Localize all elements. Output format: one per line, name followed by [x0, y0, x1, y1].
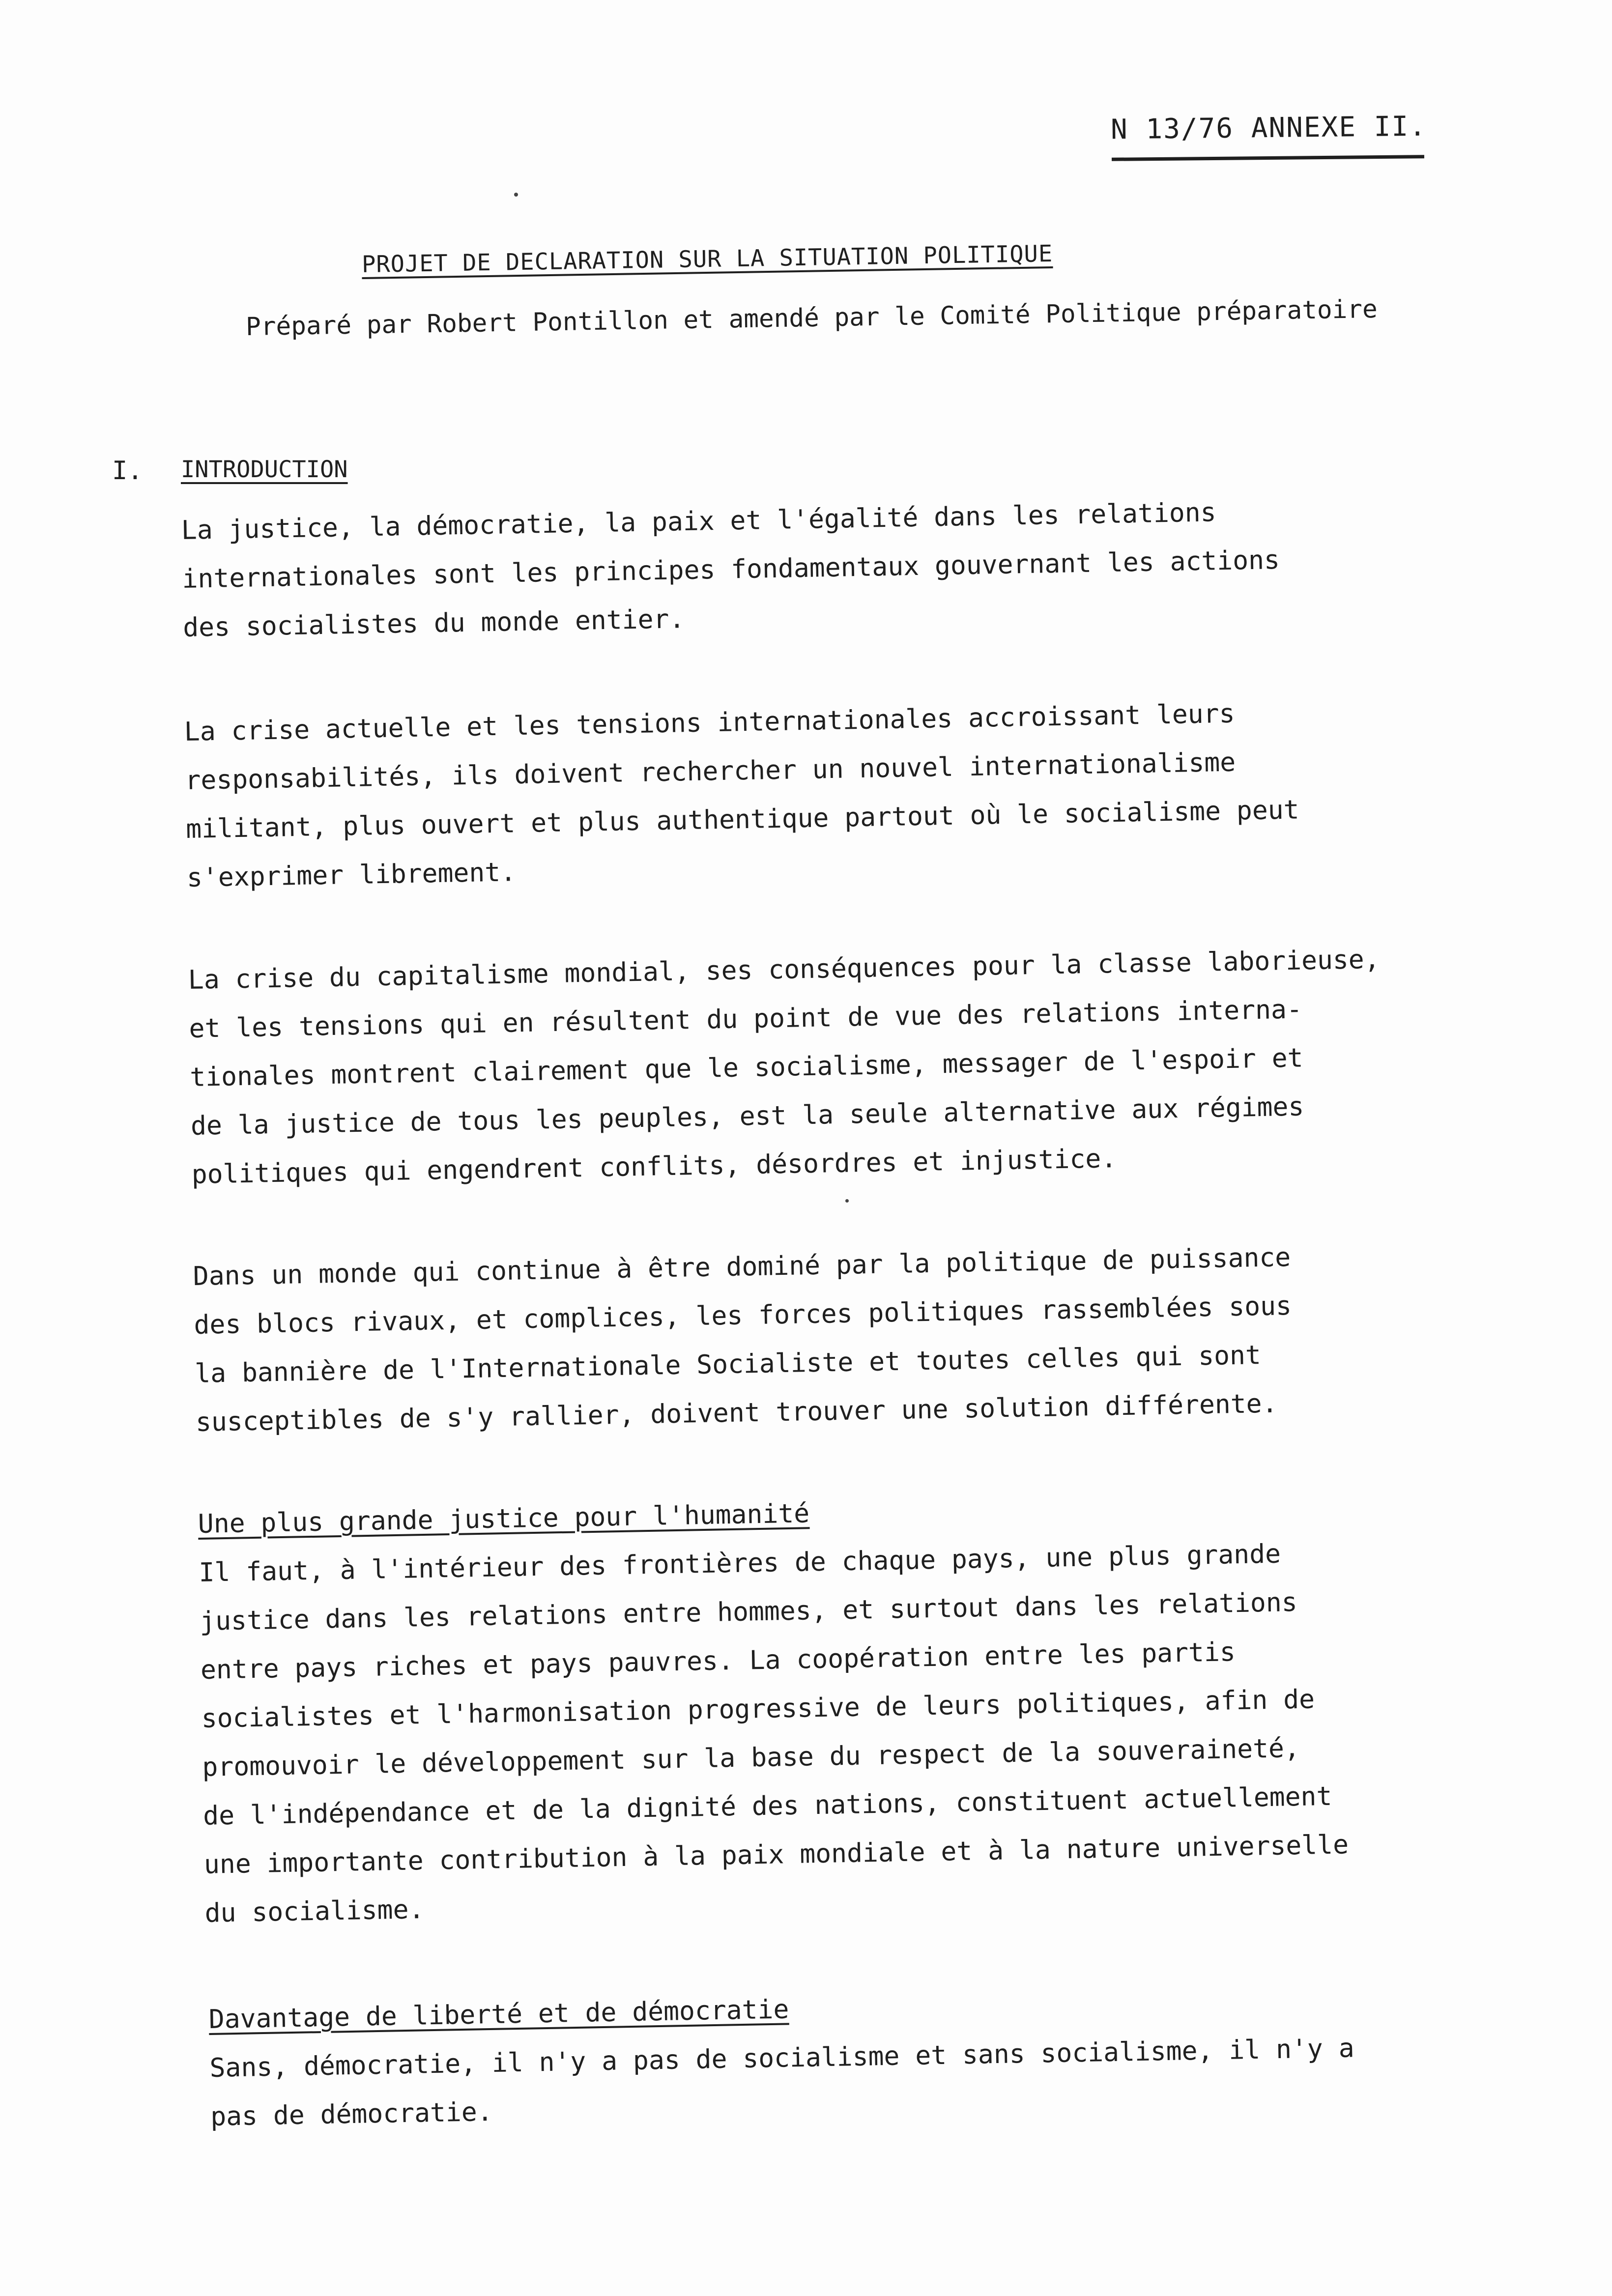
paragraph-line: des socialistes du monde entier. — [182, 604, 685, 643]
document-title: PROJET DE DECLARATION SUR LA SITUATION POLITIQUE — [361, 240, 1053, 279]
paragraph-5 — [198, 1480, 1350, 1938]
paragraph-line: socialistes et l'harmonisation progressive de leurs politiques, afin de — [201, 1684, 1315, 1734]
paragraph-line: de la justice de tous les peuples, est la seule alternative aux régimes — [190, 1091, 1304, 1141]
paragraph-line: des blocs rivaux, et complices, les forces politiques rassemblées sous — [194, 1291, 1292, 1340]
paragraph-2 — [184, 688, 1300, 902]
paragraph-line: La justice, la démocratie, la paix et l'égalité dans les relations — [181, 497, 1217, 545]
paragraph-1 — [181, 487, 1281, 652]
document-reference: N 13/76 ANNEXE II. — [1110, 110, 1427, 146]
ink-speck — [514, 193, 518, 197]
paragraph-line: Il faut, à l'intérieur des frontières de chaque pays, une plus grande — [199, 1539, 1281, 1588]
paragraph-line: susceptibles de s'y rallier, doivent trouver une solution différente. — [195, 1388, 1278, 1437]
ink-speck — [845, 1199, 849, 1203]
paragraph-line: La crise actuelle et les tensions internationales accroissant leurs — [184, 698, 1235, 747]
paragraph-line: pas de démocratie. — [210, 2096, 493, 2132]
paragraph-line: entre pays riches et pays pauvres. La coopération entre les partis — [200, 1637, 1236, 1685]
paragraph-line: justice dans les relations entre hommes, et surtout dans les relations — [199, 1587, 1298, 1636]
subsection-heading-liberte: Davantage de liberté et de démocratie — [208, 1994, 789, 2035]
paragraph-line: internationales sont les principes fondamentaux gouvernant les actions — [182, 545, 1280, 594]
paragraph-line: la bannière de l'Internationale Socialiste et toutes celles qui sont — [194, 1340, 1262, 1389]
paragraph-6 — [208, 1975, 1355, 2141]
document-subtitle: Préparé par Robert Pontillon et amendé par le Comité Politique préparatoire — [245, 294, 1378, 342]
paragraph-line: et les tensions qui en résultent du point de vue des relations interna- — [189, 994, 1303, 1044]
paragraph-line: de l'indépendance et de la dignité des nations, constituent actuellement — [202, 1781, 1332, 1831]
paragraph-line: du socialisme. — [204, 1894, 425, 1928]
reference-underline — [1112, 155, 1424, 161]
paragraph-4 — [193, 1233, 1294, 1447]
paragraph-line: militant, plus ouvert et plus authentique partout où le socialisme peut — [185, 795, 1300, 844]
paragraph-line: politiques qui engendrent conflits, désordres et injustice. — [191, 1144, 1117, 1190]
section-number: I. — [112, 456, 143, 486]
paragraph-line: responsabilités, ils doivent rechercher un nouvel internationalisme — [185, 747, 1236, 796]
paragraph-line: Sans, démocratie, il n'y a pas de socialisme et sans socialisme, il n'y a — [209, 2033, 1355, 2083]
paragraph-line: promouvoir le développement sur la base du respect de la souveraineté, — [202, 1733, 1300, 1782]
paragraph-line: s'exprimer librement. — [186, 857, 517, 893]
paragraph-line: Dans un monde qui continue à être dominé par la politique de puissance — [193, 1242, 1291, 1292]
subsection-heading-justice: Une plus grande justice pour l'humanité — [198, 1498, 810, 1539]
paragraph-line: tionales montrent clairement que le socialisme, messager de l'espoir et — [189, 1043, 1304, 1092]
paragraph-line: La crise du capitalisme mondial, ses conséquences pour la classe laborieuse, — [188, 944, 1381, 995]
paragraph-line: une importante contribution à la paix mondiale et à la nature universelle — [203, 1830, 1349, 1880]
paragraph-3 — [188, 935, 1383, 1199]
section-title: INTRODUCTION — [181, 456, 348, 483]
